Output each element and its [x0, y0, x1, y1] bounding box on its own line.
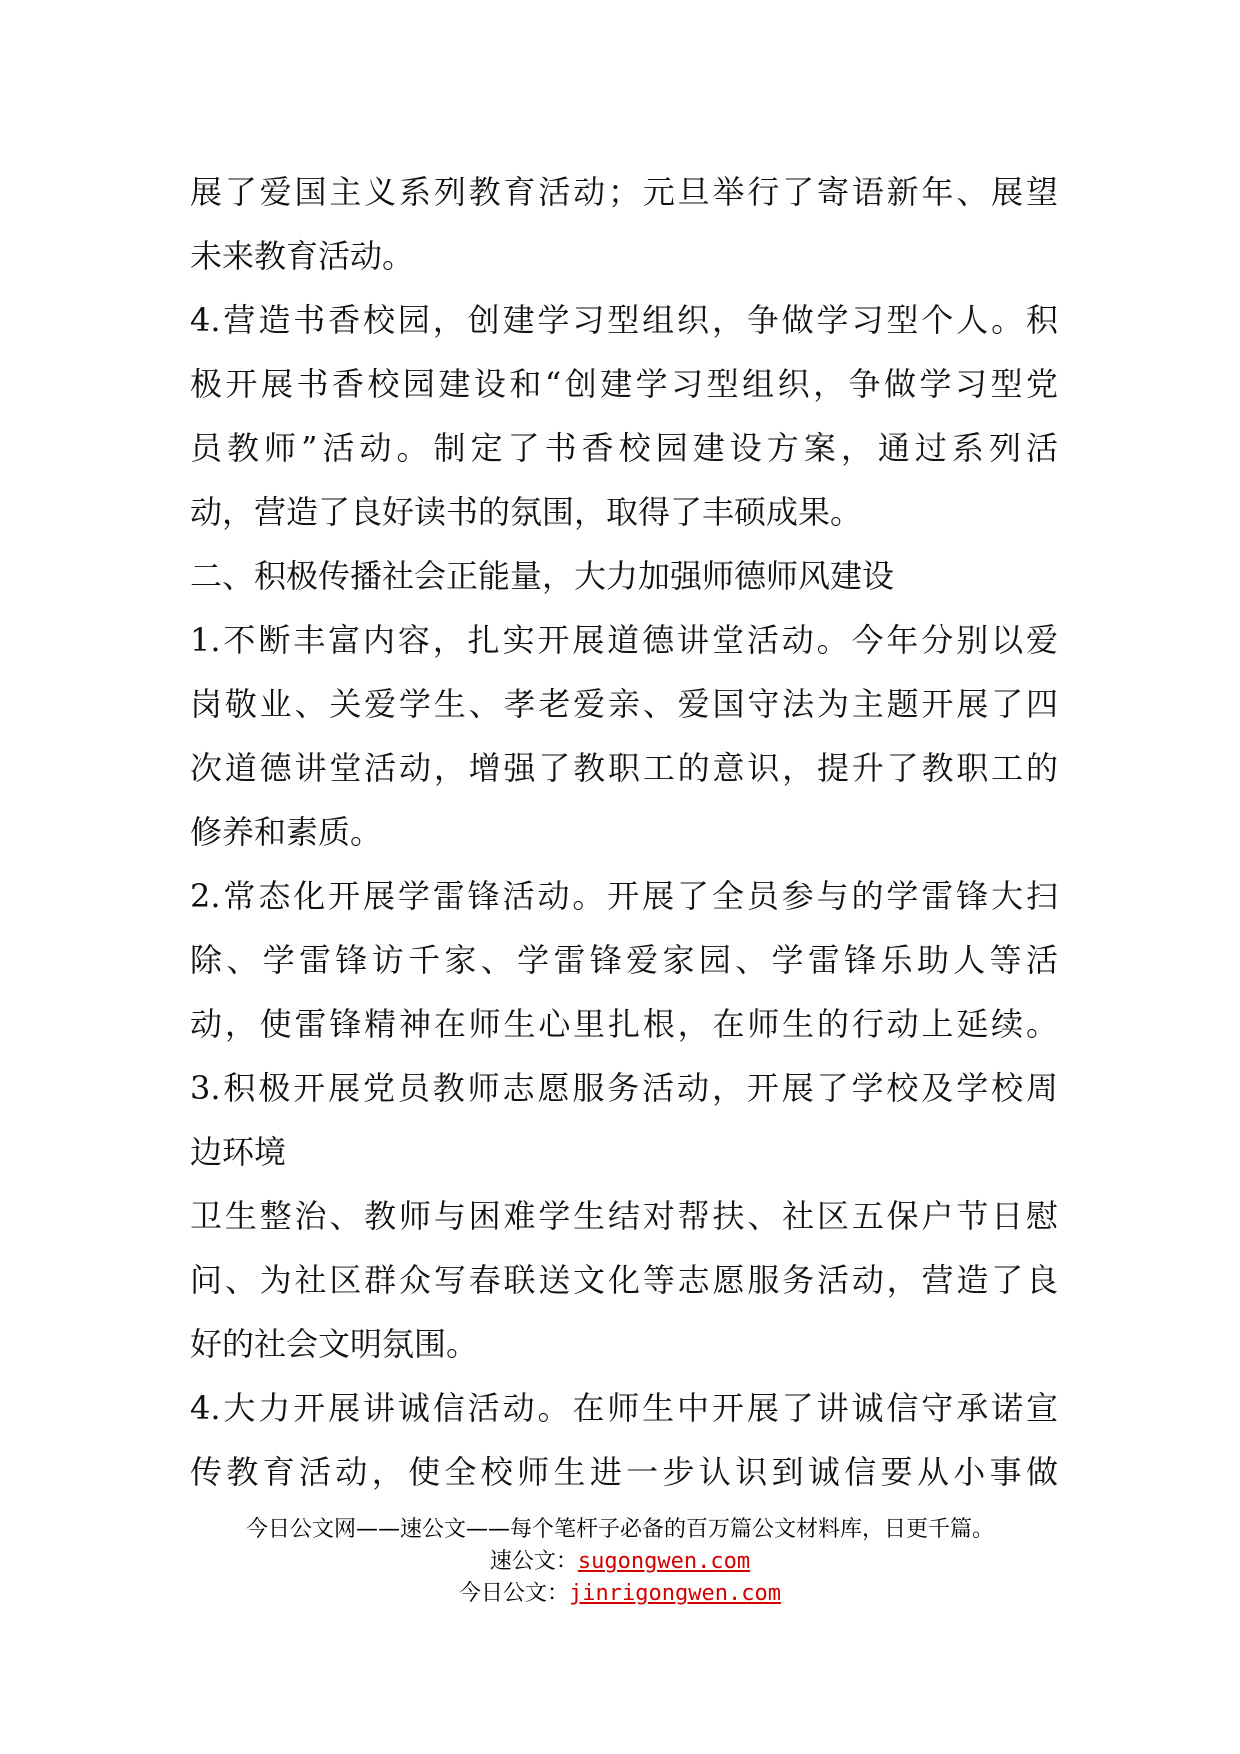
body-line: 动，使雷锋精神在师生心里扎根，在师生的行动上延续。 [190, 1005, 1058, 1043]
body-line: 极开展书香校园建设和“创建学习型组织，争做学习型党 [190, 365, 1058, 403]
jinri-link[interactable]: jinrigongwen.com [569, 1581, 781, 1606]
page-footer [0, 1514, 1240, 1610]
body-line: 动，营造了良好读书的氛围，取得了丰硕成果。 [190, 493, 863, 531]
body-line: 卫生整治、教师与困难学生结对帮扶、社区五保户节日慰 [190, 1197, 1058, 1235]
body-line: 展了爱国主义系列教育活动；元旦举行了寄语新年、展望 [190, 173, 1058, 211]
footer-tagline: 今日公文网——速公文——每个笔杆子必备的百万篇公文材料库，日更千篇。 [245, 1517, 994, 1542]
section-heading: 二、积极传播社会正能量，大力加强师德师风建设 [190, 557, 895, 595]
body-line: 岗敬业、关爱学生、孝老爱亲、爱国守法为主题开展了四 [190, 685, 1058, 723]
sugongwen-label: 速公文： [489, 1549, 578, 1574]
body-line: 2.常态化开展学雷锋活动。开展了全员参与的学雷锋大扫 [190, 877, 1058, 915]
body-line: 传教育活动，使全校师生进一步认识到诚信要从小事做 [190, 1453, 1058, 1491]
body-line: 边环境 [190, 1133, 287, 1171]
body-line: 未来教育活动。 [190, 237, 415, 275]
sugongwen-link[interactable]: sugongwen.com [577, 1549, 751, 1574]
jinri-label: 今日公文： [459, 1581, 570, 1606]
body-line: 3.积极开展党员教师志愿服务活动，开展了学校及学校周 [190, 1069, 1058, 1107]
body-line: 好的社会文明氛围。 [190, 1325, 479, 1363]
body-line: 1.不断丰富内容，扎实开展道德讲堂活动。今年分别以爱 [190, 621, 1058, 659]
footer-jinri [0, 1578, 1240, 1610]
footer-sugongwen [0, 1546, 1240, 1578]
body-line: 除、学雷锋访千家、学雷锋爱家园、学雷锋乐助人等活 [190, 941, 1058, 979]
body-line: 修养和素质。 [190, 813, 383, 851]
body-line: 次道德讲堂活动，增强了教职工的意识，提升了教职工的 [190, 749, 1058, 787]
body-line: 4.营造书香校园，创建学习型组织，争做学习型个人。积 [190, 301, 1058, 339]
document-body [190, 160, 1058, 1504]
body-line: 4.大力开展讲诚信活动。在师生中开展了讲诚信守承诺宣 [190, 1389, 1058, 1427]
body-line: 员教师”活动。制定了书香校园建设方案，通过系列活 [190, 429, 1058, 467]
body-line: 问、为社区群众写春联送文化等志愿服务活动，营造了良 [190, 1261, 1058, 1299]
